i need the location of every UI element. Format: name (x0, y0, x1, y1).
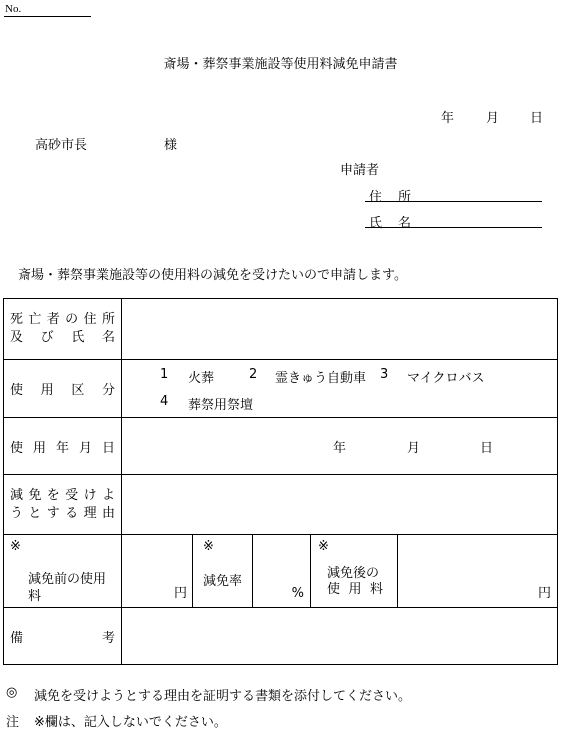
fee-after-mark: ※ (318, 539, 329, 554)
applicant-address-label-1: 住 (369, 190, 383, 205)
usage-date-day: 日 (480, 441, 494, 456)
deceased-label-cell (4, 299, 122, 360)
rate-percent: % (291, 586, 304, 601)
rate-label-cell (193, 535, 253, 608)
usage-option-1-label: 火葬 (188, 371, 215, 386)
fee-before-yen: 円 (173, 586, 187, 601)
reason-label-line2: う と す る 理 由 (10, 505, 115, 521)
fee-before-label-line2: 料 (28, 589, 42, 604)
fee-before-label-cell (4, 535, 122, 608)
usage-date-value-cell[interactable] (122, 418, 558, 475)
note2-text: ※欄は、記入しないでください。 (34, 715, 227, 730)
applicant-address-label-2: 所 (398, 190, 412, 205)
document-number-underline (4, 16, 91, 17)
fee-after-yen: 円 (538, 586, 552, 601)
rate-label: 減免率 (203, 574, 243, 589)
usage-label-cell (4, 360, 122, 418)
applicant-address-line (365, 201, 542, 202)
row-usage (4, 360, 558, 418)
usage-date-label: 使 用 年 月 日 (10, 440, 115, 456)
usage-option-3-num: 3 (380, 367, 389, 382)
applicant-name-label-1: 氏 (369, 216, 383, 231)
document-number-label: No. (5, 3, 22, 15)
header-date-day: 日 (530, 111, 544, 126)
reason-value-cell[interactable] (122, 475, 558, 535)
reason-label-line1: 減 免 を 受 け よ (10, 487, 115, 503)
note2-mark: 注 (6, 715, 20, 730)
usage-option-2-label: 霊きゅう自動車 (275, 371, 367, 386)
usage-option-4-num: 4 (160, 394, 169, 409)
header-date-year: 年 (441, 111, 455, 126)
usage-date-month: 月 (407, 441, 421, 456)
intro-text: 斎場・葬祭事業施設等の使用料の減免を受けたいので申請します。 (18, 268, 407, 283)
usage-option-3-label: マイクロバス (407, 371, 485, 386)
reason-label-cell (4, 475, 122, 535)
deceased-label-line2: 及 び 氏 名 (10, 330, 115, 345)
usage-label: 使 用 区 分 (10, 383, 115, 398)
deceased-value-cell[interactable] (122, 299, 558, 360)
usage-option-1-num: 1 (160, 367, 169, 382)
usage-option-4-label: 葬祭用祭壇 (188, 398, 254, 413)
usage-date-year: 年 (333, 441, 347, 456)
row-reason (4, 475, 558, 535)
row-deceased (4, 299, 558, 360)
note1-text: 減免を受けようとする理由を証明する書類を添付してください。 (34, 689, 412, 704)
row-usage-date (4, 418, 558, 475)
note1-mark: ◎ (6, 685, 18, 700)
remarks-label: 備 考 (10, 630, 115, 646)
page-title: 斎場・葬祭事業施設等使用料減免申請書 (163, 57, 398, 72)
fee-before-label-line1: 減免前の使用 (28, 572, 107, 587)
applicant-name-label-2: 名 (398, 216, 412, 231)
remarks-label-cell (4, 608, 122, 665)
rate-value-cell[interactable] (253, 535, 311, 608)
fee-after-label-cell (311, 535, 398, 608)
header-date-month: 月 (486, 111, 500, 126)
fee-after-value-cell[interactable] (398, 535, 558, 608)
usage-date-label-cell (4, 418, 122, 475)
fee-after-label-line1: 減免後の (327, 566, 380, 581)
fee-after-label-line2: 使 用 料 (327, 582, 383, 597)
applicant-name-line (365, 227, 542, 228)
addressee-name: 高砂市長 (35, 138, 88, 153)
fee-before-value-cell[interactable] (122, 535, 193, 608)
application-form-table (3, 298, 558, 665)
row-remarks (4, 608, 558, 665)
fee-before-mark: ※ (10, 539, 21, 554)
usage-options-cell[interactable] (122, 360, 558, 418)
remarks-value-cell[interactable] (122, 608, 558, 665)
row-fees (4, 535, 558, 608)
applicant-label: 申請者 (340, 163, 380, 178)
usage-option-2-num: 2 (249, 367, 258, 382)
deceased-label-line1: 死 亡 者 の 住 所 (10, 312, 115, 327)
addressee-honorific: 様 (164, 138, 178, 153)
rate-mark: ※ (203, 539, 214, 554)
